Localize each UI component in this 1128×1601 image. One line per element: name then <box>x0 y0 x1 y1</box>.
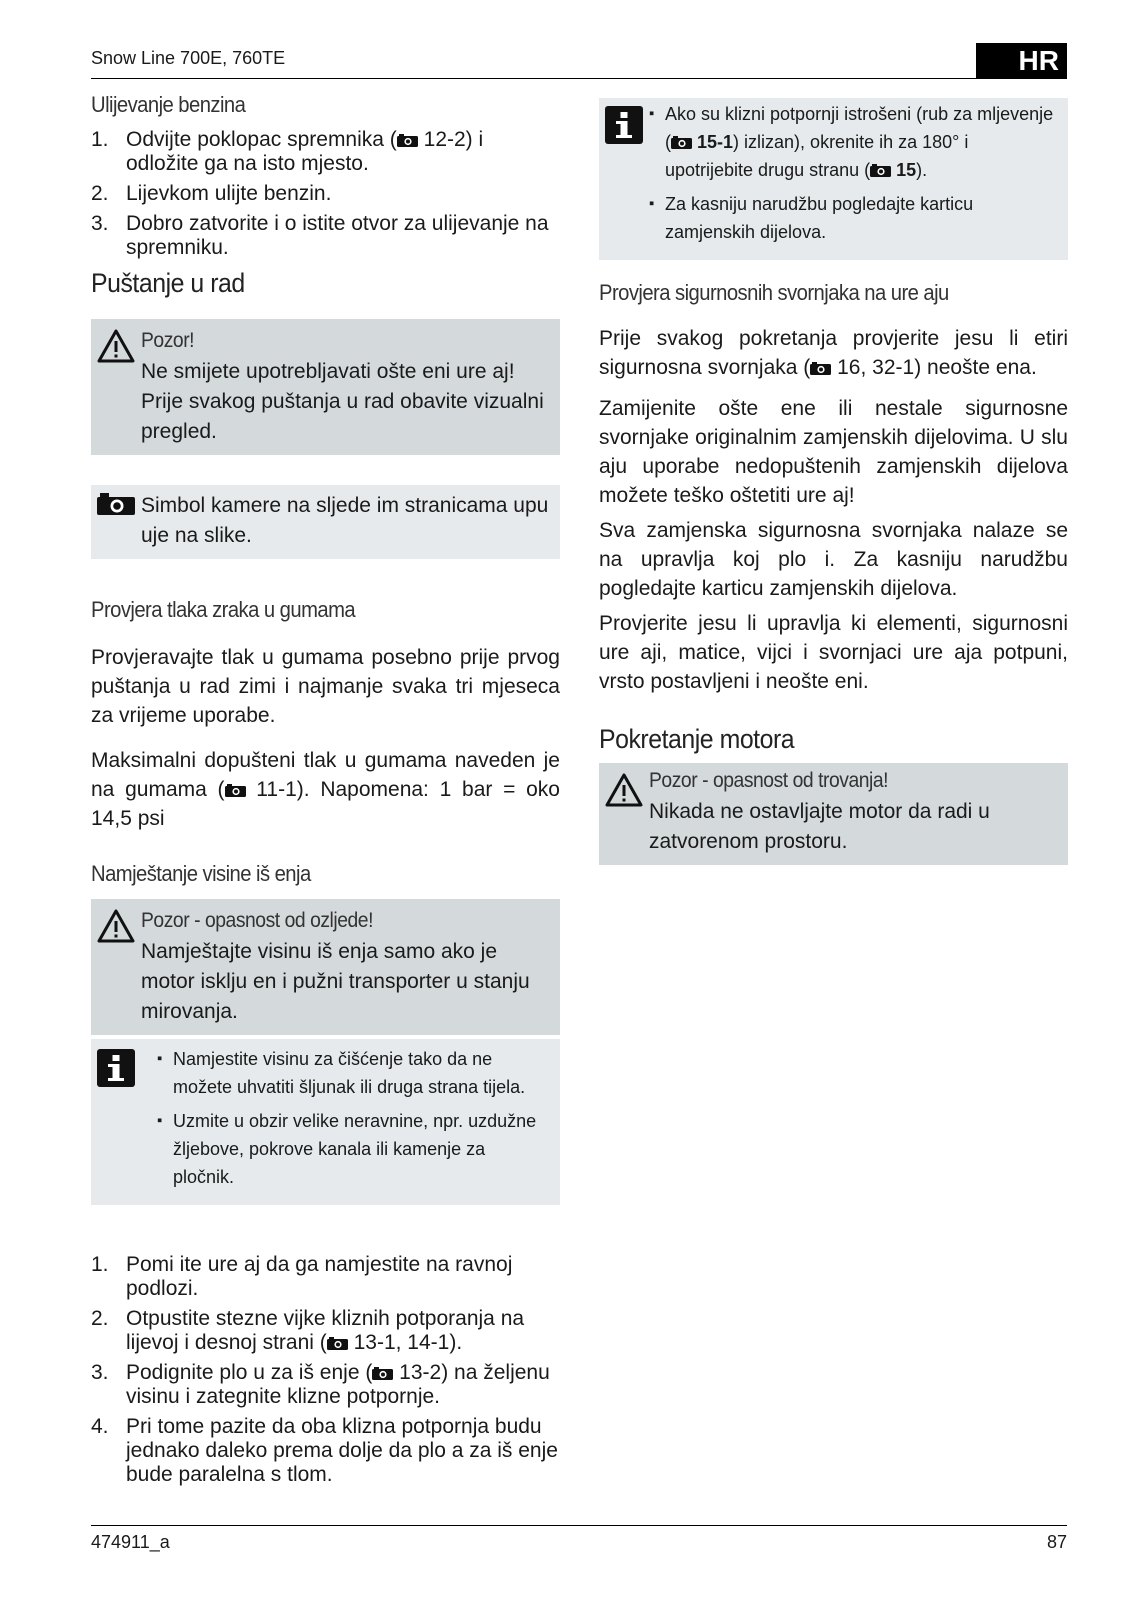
info-list <box>649 100 1058 246</box>
right-info-box <box>599 98 1068 260</box>
fuel-heading: Ulijevanje benzina <box>91 92 246 117</box>
pins-paragraph: Provjerite jesu li upravlja ki elementi, sigurnosni ure aji, matice, vijci i svornjaci ure aja potpuni, vrsto postavljeni i neošte eni. <box>599 612 1068 693</box>
footer-rule <box>91 1525 1067 1526</box>
info-icon <box>97 1049 135 1087</box>
height-info-box <box>91 1039 560 1205</box>
page-number: 87 <box>1046 1532 1067 1552</box>
document-header: Snow Line 700E, 760TE <box>91 48 286 68</box>
warning-text: Namještajte visinu iš enja samo ako je motor isklju en i pužni transporter u stanju mirovanja. <box>141 940 530 1023</box>
pins-paragraph: Zamijenite ošte ene ili nestale sigurnosne svornjake originalnim zamjenskih dijelovima. U slu aju uporabe nedopuštenih zamjenskih dijelova možete teško oštetiti ure aj! <box>599 397 1068 507</box>
info-bullet: ▪ Uzmite u obzir velike neravnine, npr. uzdužne žljebove, pokrove kanala ili kamenje za pločnik. <box>157 1107 550 1191</box>
info-icon <box>605 106 643 144</box>
info-list <box>157 1045 550 1191</box>
warning-triangle-icon <box>605 773 643 807</box>
pins-heading: Provjera sigurnosnih svornjaka na ure aju <box>599 280 949 305</box>
camera-icon <box>225 784 246 797</box>
camera-icon <box>372 1367 393 1380</box>
warning-text: Prije svakog puštanja u rad obavite vizualni pregled. <box>141 390 544 443</box>
warning-triangle-icon <box>97 329 135 363</box>
fuel-step: 1. Odvijte poklopac spremnika ( 12-2) i odložite ga na isto mjesto. <box>91 128 484 175</box>
camera-icon <box>870 164 891 177</box>
warning-text: Ne smijete upotrebljavati ošte eni ure aj! <box>141 360 515 383</box>
height-step: 4. Pri tome pazite da oba klizna potpornja budu jednako daleko prema dolje da plo a za iš enje bude paralelna s tlom. <box>91 1415 558 1486</box>
header-rule <box>91 78 1067 79</box>
camera-icon <box>97 493 135 515</box>
startup-heading: Puštanje u rad <box>91 268 245 298</box>
camera-icon <box>397 134 418 147</box>
info-bullet: ▪ Ako su klizni potpornji istrošeni (rub za mljevenje ( 15-1) izlizan), okrenite ih za 180° i upotrijebite drugu stranu ( 15). <box>649 100 1058 184</box>
startup-warning-box <box>91 319 560 455</box>
warning-title: Pozor! <box>141 329 195 352</box>
warning-title: Pozor - opasnost od trovanja! <box>649 769 889 792</box>
tire-heading: Provjera tlaka zraka u gumama <box>91 597 356 622</box>
camera-note-text: Simbol kamere na sljede im stranicama upu uje na slike. <box>141 494 549 547</box>
height-step: 1. Pomi ite ure aj da ga namjestite na ravnoj podlozi. <box>91 1253 513 1300</box>
right-column <box>599 98 1068 865</box>
warning-text: Nikada ne ostavljajte motor da radi u zatvorenom prostoru. <box>649 800 990 853</box>
height-steps <box>91 1253 560 1487</box>
left-column <box>91 92 560 1493</box>
height-step: 2. Otpustite stezne vijke kliznih potporanja na lijevoj i desnoj strani ( 13-1, 14-1). <box>91 1307 525 1354</box>
height-step: 3. Podignite plo u za iš enje ( 13-2) na željenu visinu i zategnite klizne potpornje. <box>91 1361 550 1408</box>
warning-triangle-icon <box>97 909 135 943</box>
camera-icon <box>327 1337 348 1350</box>
pins-paragraph: Prije svakog pokretanja provjerite jesu li etiri sigurnosna svornjaka ( 16, 32-1) neošte ena. <box>599 327 1068 379</box>
height-warning-box <box>91 899 560 1035</box>
camera-icon <box>671 136 692 149</box>
info-bullet: ▪ Za kasniju narudžbu pogledajte karticu zamjenskih dijelova. <box>649 190 1058 246</box>
fuel-step: 3. Dobro zatvorite i o istite otvor za ulijevanje na spremniku. <box>91 212 549 259</box>
engine-heading: Pokretanje motora <box>599 724 795 754</box>
info-bullet: ▪ Namjestite visinu za čišćenje tako da ne možete uhvatiti šljunak ili druga strana tijela. <box>157 1045 550 1101</box>
fuel-step: 2. Lijevkom ulijte benzin. <box>91 182 332 205</box>
camera-note-box <box>91 485 560 559</box>
height-heading: Namještanje visine iš enja <box>91 861 311 886</box>
warning-title: Pozor - opasnost od ozljede! <box>141 909 373 932</box>
document-code: 474911_a <box>91 1532 170 1552</box>
tire-paragraph: Maksimalni dopušteni tlak u gumama naveden je na gumama ( 11-1). Napomena: 1 bar = oko 14,5 psi <box>91 749 560 830</box>
pins-paragraph: Sva zamjenska sigurnosna svornjaka nalaze se na upravlja koj plo i. Za kasniju narudžbu pogledajte karticu zamjenskih dijelova. <box>599 519 1068 600</box>
engine-warning-box <box>599 763 1068 865</box>
language-badge: HR <box>976 43 1067 79</box>
fuel-steps <box>91 128 560 260</box>
tire-paragraph: Provjeravajte tlak u gumama posebno prije prvog puštanja u rad zimi i najmanje svaka tri mjeseca za vrijeme uporabe. <box>91 646 560 727</box>
camera-icon <box>810 362 831 375</box>
